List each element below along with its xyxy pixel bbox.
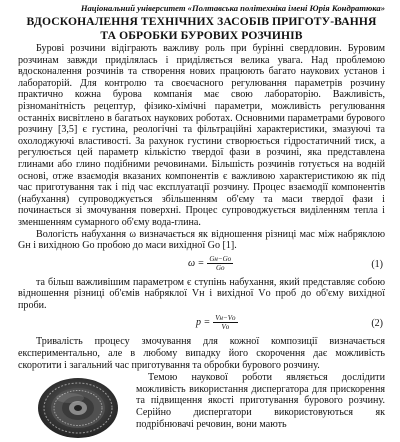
- fraction-numerator: Vн−Vо: [215, 314, 236, 323]
- equation-lhs: ω =: [188, 257, 205, 269]
- body-paragraph: та більш важливішим параметром є ступінь набухання, який представляє собою відношення різниці об'ємів набряклої Vн і вихідної Vо проб до об'єму вихідної проби.: [18, 276, 385, 311]
- fraction-denominator: Vо: [221, 323, 230, 332]
- body-paragraph: Вологість набухання ω визначається як відношення різниці мас між набряклою Gн і вихідною Gо пробою до маси вихідної Gо [1].: [18, 228, 385, 252]
- body-paragraph: Темою наукової роботи являється дослідити можливість використання диспергатора для прискорення та підвищення якості приготування бурового розчину. Серійно диспергатори використовуються як подрібнювачі речовин, вони мають: [136, 372, 385, 430]
- fraction-denominator: Gо: [215, 263, 225, 272]
- figure-with-text: [18, 372, 385, 442]
- equation-lhs: p =: [196, 317, 211, 329]
- running-head: Національний університет «Полтавська політехніка імені Юрія Кондратюка»: [80, 3, 385, 13]
- fraction-numerator: Gн−Gо: [209, 254, 232, 263]
- equation-2: [18, 312, 385, 336]
- fraction: [207, 255, 233, 272]
- equation-number: (2): [371, 318, 383, 330]
- body-paragraph: Бурові розчини відіграють важливу роль при бурінні свердловин. Буровим розчинам завжди приділялась і приділяється велика увага. Над проблемою вдосконалення розчинів та створення нових працюють багато наукових установ і лабораторій. Для контролю та своєчасного регулювання параметрів розчину практично кожна бурова компанія має свою лабораторію. Важливість, різноманітність рецептур, фізико-хімічні параметри, можливість регулювання останніх висвітлено в багатьох наукових роботах. Основними параметрами бурового розчину [3,5] є густина, реологічні та фільтраційні характеристики, змазуючі та охолоджуючі властивості. За рахунок густини створюється гідростатичний тиск, а регулюється цей параметр кількістю твердої фази в розчині, яка представлена глинами або глино подібними речовинами. Більшість розчинів готується на водній основі, отже взаємодія вказаних компонентів є важливою характеристикою як під час приготування так і під час експлуатації розчину. Процес взаємодії компонентів (набухання) супроводжується збільшенням об'єму та маси твердої фази і починається зі змочування поверхні. Процес супроводжується виділенням тепла і зменшенням сумарного об'єму вода-глина.: [18, 43, 385, 228]
- fraction: [213, 314, 237, 331]
- body-paragraph: Тривалість процесу змочування для кожної композиції визначається експериментально, але в любому випадку його скорочення дає можливість скоротити і загальний час приготування та обробки бурового розчину.: [18, 336, 385, 371]
- paper-title: ВДОСКОНАЛЕННЯ ТЕХНІЧНИХ ЗАСОБІВ ПРИГОТУ-ВАННЯ ТА ОБРОБКИ БУРОВИХ РОЗЧИНІВ: [26, 15, 377, 42]
- equation-1: [18, 253, 385, 277]
- equation-number: (1): [371, 258, 383, 270]
- disperser-rotor-image: [28, 372, 128, 442]
